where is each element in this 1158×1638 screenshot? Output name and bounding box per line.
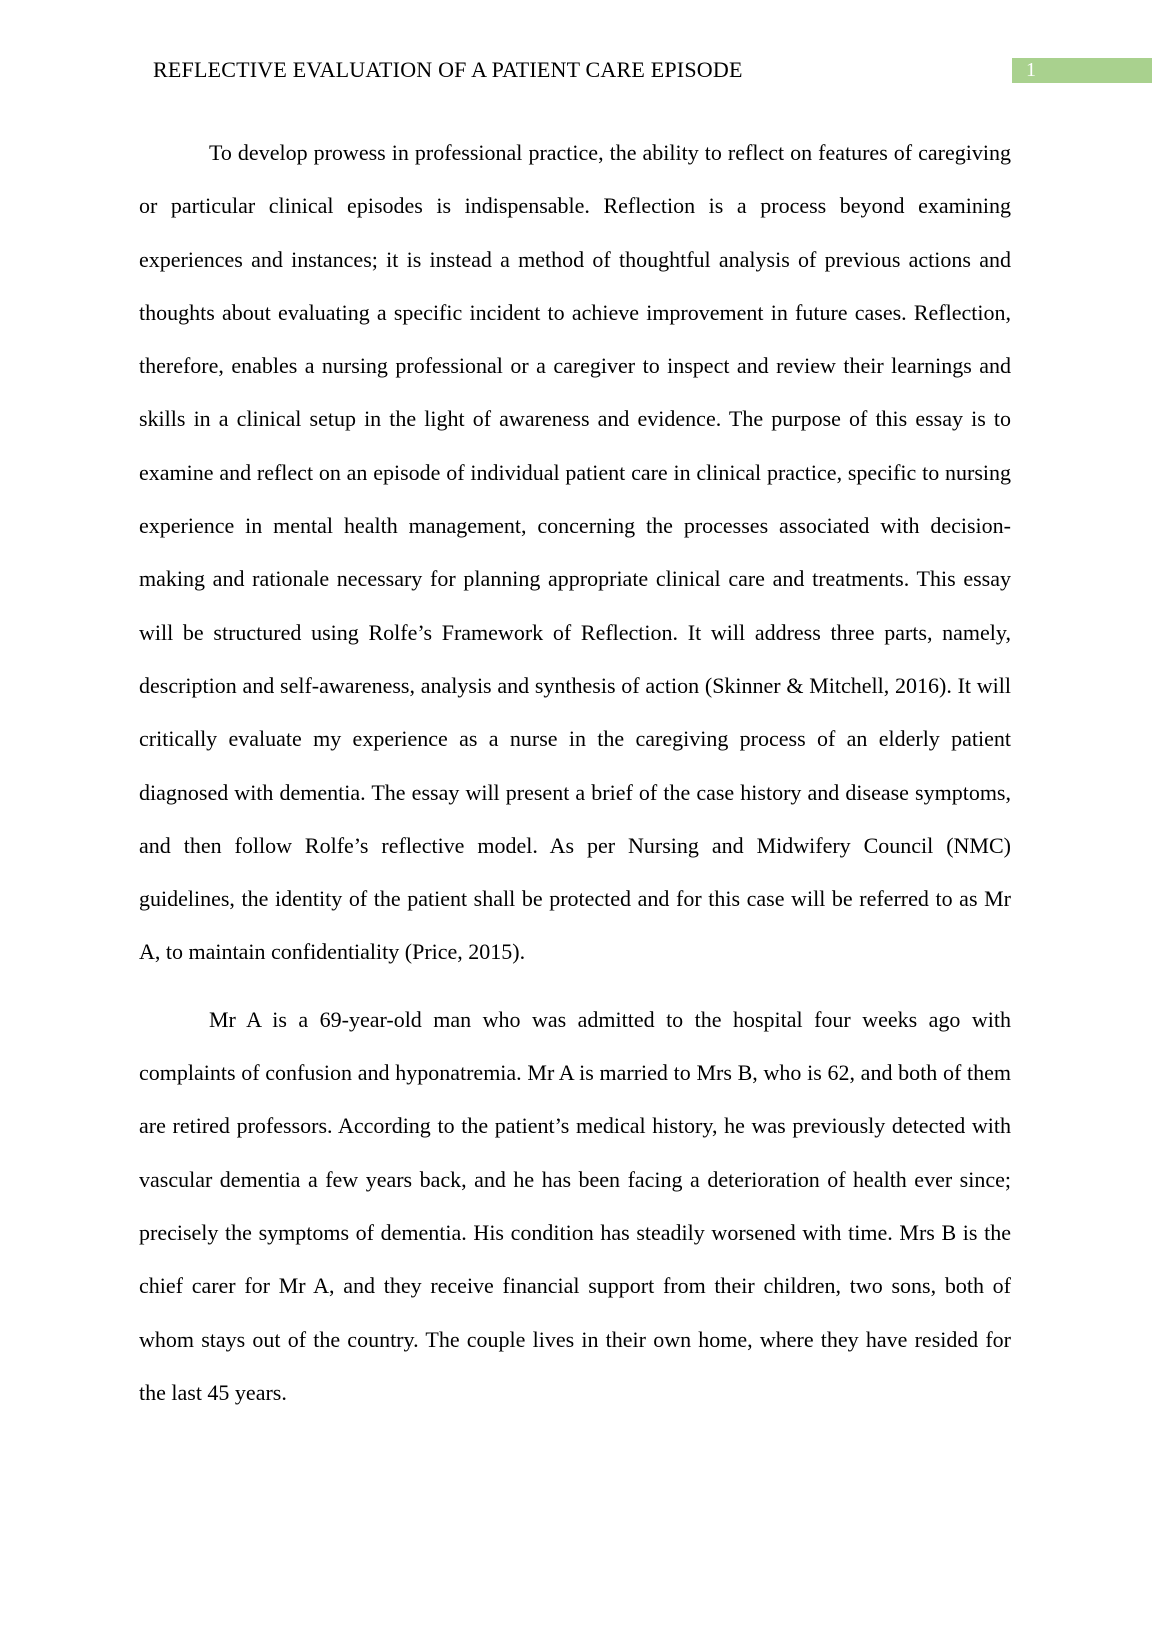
page-number-box [1012,58,1152,83]
paragraph-case-history: Mr A is a 69-year-old man who was admitted to the hospital four weeks ago with complaints of confusion and hyponatremia. Mr A is married to Mrs B, who is 62, and both of them are retired professors. According to the patient’s medical history, he was previously detected with vascular dementia a few years back, and he has been facing a deterioration of health ever since; precisely the symptoms of dementia. His condition has steadily worsened with time. Mrs B is the chief carer for Mr A, and they receive financial support from their children, two sons, both of whom stays out of the country. The couple lives in their own home, where they have resided for the last 45 years. [139,1006,1011,1405]
page-number: 1 [1026,59,1036,81]
paragraph-introduction: To develop prowess in professional practice, the ability to reflect on features of caregiving or particular clinical episodes is indispensable. Reflection is a process beyond examining experiences and instances; it is instead a method of thoughtful analysis of previous actions and thoughts about evaluating a specific incident to achieve improvement in future cases. Reflection, therefore, enables a nursing professional or a caregiver to inspect and review their learnings and skills in a clinical setup in the light of awareness and evidence. The purpose of this essay is to examine and reflect on an episode of individual patient care in clinical practice, specific to nursing experience in mental health management, concerning the processes associated with decision-making and rationale necessary for planning appropriate clinical care and treatments. This essay will be structured using Rolfe’s Framework of Reflection. It will address three parts, namely, description and self-awareness, analysis and synthesis of action (Skinner & Mitchell, 2016). It will critically evaluate my experience as a nurse in the caregiving process of an elderly patient diagnosed with dementia. The essay will present a brief of the case history and disease symptoms, and then follow Rolfe’s reflective model. As per Nursing and Midwifery Council (NMC) guidelines, the identity of the patient shall be protected and for this case will be referred to as Mr A, to maintain confidentiality (Price, 2015). [139,140,1011,965]
running-head: REFLECTIVE EVALUATION OF A PATIENT CARE EPISODE [153,57,743,82]
essay-body [139,126,1011,1419]
